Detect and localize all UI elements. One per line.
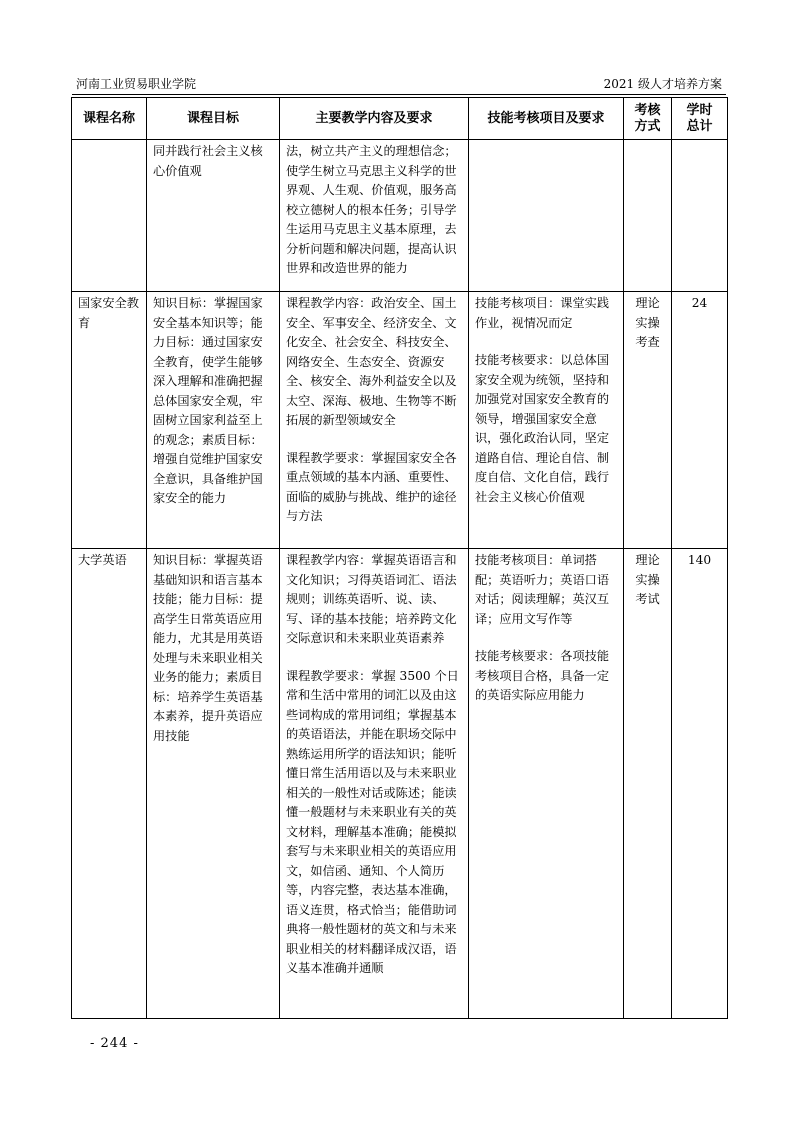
column-header-hours-line2: 总计	[686, 118, 713, 134]
course-name-cell	[72, 140, 147, 292]
header-document-title: 2021 级人才培养方案	[603, 77, 722, 91]
column-header-method-line2: 方式	[634, 118, 661, 134]
column-header-content: 主要教学内容及要求	[280, 98, 469, 140]
method-cell	[624, 140, 672, 292]
method-line: 考查	[635, 335, 660, 349]
skill-paragraph: 技能考核项目：课堂实践作业，视情况而定	[475, 296, 610, 330]
table-row	[72, 292, 728, 549]
course-goal-cell: 同并践行社会主义核心价值观	[147, 140, 280, 292]
header-rule	[72, 94, 726, 95]
method-line: 考试	[635, 592, 660, 606]
skill-paragraph: 技能考核要求：各项技能考核项目合格，具备一定的英语实际应用能力	[475, 649, 610, 702]
table-row	[72, 140, 728, 292]
course-goal-cell: 知识目标：掌握英语基础知识和语言基本技能；能力目标：提高学生日常英语应用能力，尤其是用英语处理与未来职业相关业务的能力；素质目标：培养学生英语基本素养，提升英语应用技能	[147, 549, 280, 1019]
method-cell	[624, 549, 672, 1019]
method-line: 理论	[635, 553, 660, 567]
course-goal-cell: 知识目标：掌握国家安全基本知识等；能力目标：通过国家安全教育，使学生能够深入理解和准确把握总体国家安全观，牢固树立国家利益至上的观念；素质目标：增强自觉维护国家安全意识，具备维护国家安全的能力	[147, 292, 280, 549]
column-header-method-line1: 考核	[634, 102, 661, 118]
method-line: 理论	[635, 296, 660, 310]
column-header-hours-line1: 学时	[686, 102, 713, 118]
skill-cell	[469, 140, 624, 292]
method-line: 实操	[635, 572, 660, 587]
content-cell	[280, 140, 469, 292]
hours-cell: 140	[672, 549, 728, 1019]
page-number: - 244 -	[90, 1036, 139, 1051]
column-header-course-name: 课程名称	[72, 98, 147, 140]
hours-cell: 24	[672, 292, 728, 549]
content-paragraph: 课程教学内容：掌握英语语言和文化知识；习得英语词汇、语法规则；训练英语听、说、读、写、译的基本技能；培养跨文化交际意识和未来职业英语素养	[286, 553, 457, 645]
table-row	[72, 549, 728, 1019]
content-paragraph: 课程教学要求：掌握国家安全各重点领域的基本内涵、重要性、面临的威胁与挑战、维护的途径与方法	[286, 450, 457, 523]
table-header-row	[72, 98, 728, 140]
column-header-skill: 技能考核项目及要求	[469, 98, 624, 140]
skill-paragraph: 技能考核要求：以总体国家安全观为统领，坚持和加强党对国家安全教育的领导，增强国家安全意识，强化政治认同，坚定道路自信、理论自信、制度自信、文化自信，践行社会主义核心价值观	[475, 353, 610, 504]
content-paragraph: 课程教学内容：政治安全、国土安全、军事安全、经济安全、文化安全、社会安全、科技安全、网络安全、生态安全、资源安全、核安全、海外利益安全以及太空、深海、极地、生物等不断拓展的新型领域安全	[286, 296, 457, 427]
method-cell	[624, 292, 672, 549]
skill-paragraph: 技能考核项目：单词搭配；英语听力；英语口语对话；阅读理解；英汉互译；应用文写作等	[475, 553, 610, 626]
hours-cell	[672, 140, 728, 292]
course-name-cell: 国家安全教育	[72, 292, 147, 549]
course-name-cell: 大学英语	[72, 549, 147, 1019]
content-paragraph: 课程教学要求：掌握 3500 个日常和生活中常用的词汇以及由这些词构成的常用词组；掌握基本的英语语法，并能在职场交际中熟练运用所学的语法知识；能听懂日常生活用语以及与未来职业相关的一般性对话或陈述；能读懂一般题材与未来职业有关的英文材料，理解基本准确；能模拟套写与未来职业相关的英语应用文，如信函、通知、个人简历等，内容完整，表达基本准确，语义连贯，格式恰当；能借助词典将一般性题材的英文和与未来职业相关的材料翻译成汉语，语义基本准确并通顺	[286, 668, 459, 975]
content-cell	[280, 292, 469, 549]
skill-cell	[469, 292, 624, 549]
method-line: 实操	[635, 315, 660, 330]
skill-cell	[469, 549, 624, 1019]
course-table	[71, 97, 728, 1019]
header-school-name: 河南工业贸易职业学院	[76, 77, 197, 91]
column-header-hours	[672, 98, 728, 140]
column-header-course-goal: 课程目标	[147, 98, 280, 140]
content-cell	[280, 549, 469, 1019]
content-paragraph: 法，树立共产主义的理想信念；使学生树立马克思主义科学的世界观、人生观、价值观，服务高校立德树人的根本任务；引导学生运用马克思主义基本原理，去分析问题和解决问题，提高认识世界和改造世界的能力	[286, 144, 457, 275]
column-header-method	[624, 98, 672, 140]
